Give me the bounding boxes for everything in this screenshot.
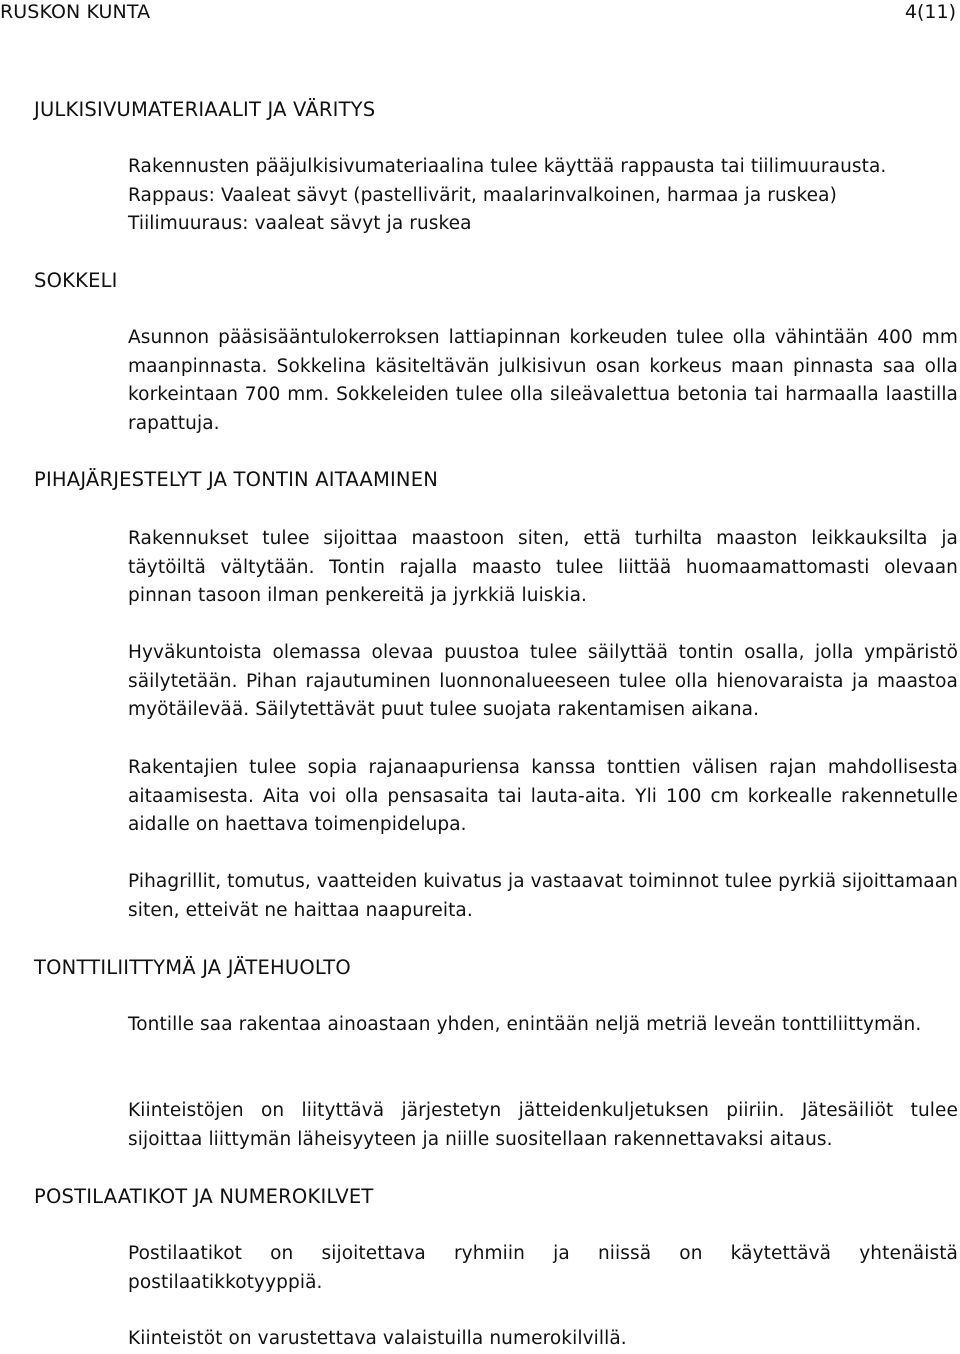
header-municipality: RUSKON KUNTA [0,1,151,23]
section-heading-yard: PIHAJÄRJESTELYT JA TONTIN AITAAMINEN [34,468,439,491]
section-heading-access-waste: TONTTILIITTYMÄ JA JÄTEHUOLTO [34,956,351,979]
facade-line: Rappaus: Vaaleat sävyt (pastellivärit, maalarinvalkoinen, harmaa ja ruskea) [128,184,837,206]
house-number-paragraph: Kiinteistöt on varustettava valaistuilla numerokilvillä. [128,1328,627,1349]
yard-paragraph: Rakentajien tulee sopia rajanaapuriensa kanssa tonttien välisen rajan mahdollisesta aitaamisesta. Aita voi olla pensasaita tai lauta-aita. Yli 100 cm korkealle rakennetulle aidalle on haettava toimenpidelupa. [128,757,958,835]
facade-paragraph [128,153,958,239]
plinth-paragraph: Asunnon pääsisääntulokerroksen lattiapinnan korkeuden tulee olla vähintään 400 mm maanpinnasta. Sokkelina käsiteltävän julkisivun osan korkeus maan pinnasta saa olla korkeintaan 700 mm. Sokkeleiden tulee olla sileävalettua betonia tai harmaalla laastilla rapattuja. [128,327,958,434]
section-heading-facade: JULKISIVUMATERIAALIT JA VÄRITYS [34,98,376,121]
section-heading-plinth: SOKKELI [34,269,118,292]
yard-paragraph: Pihagrillit, tomutus, vaatteiden kuivatus ja vastaavat toiminnot tulee pyrkiä sijoittamaan siten, etteivät ne haittaa naapureita. [128,871,958,921]
access-paragraph: Tontille saa rakentaa ainoastaan yhden, enintään neljä metriä leveän tonttiliittymän. [128,1014,922,1035]
section-heading-mailboxes: POSTILAATIKOT JA NUMEROKILVET [34,1185,374,1208]
yard-paragraph: Rakennukset tulee sijoittaa maastoon siten, että turhilta maaston leikkauksilta ja täytöiltä vältytään. Tontin rajalla maasto tulee liittää huomaamattomasti olevaan pinnan tasoon ilman penkereitä ja jyrkkiä luiskia. [128,528,958,606]
waste-paragraph: Kiinteistöjen on liityttävä järjestetyn jätteidenkuljetuksen piiriin. Jätesäiliöt tulee sijoittaa liittymän läheisyyteen ja niille suositellaan rakennettavaksi aitaus. [128,1100,958,1150]
yard-paragraph: Hyväkuntoista olemassa olevaa puustoa tulee säilyttää tontin osalla, jolla ympäristö säilytetään. Pihan rajautuminen luonnonalueeseen tulee olla hienovaraista ja maastoa myötäilevää. Säilytettävät puut tulee suojata rakentamisen aikana. [128,642,958,720]
facade-line: Tiilimuuraus: vaaleat sävyt ja ruskea [128,213,472,234]
mailbox-paragraph: Postilaatikot on sijoitettava ryhmiin ja niissä on käytettävä yhtenäistä postilaatikkotyyppiä. [128,1243,958,1293]
facade-line: Rakennusten pääjulkisivumateriaalina tulee käyttää rappausta tai tiilimuurausta. [128,156,887,177]
header-page-number: 4(11) [904,1,956,23]
